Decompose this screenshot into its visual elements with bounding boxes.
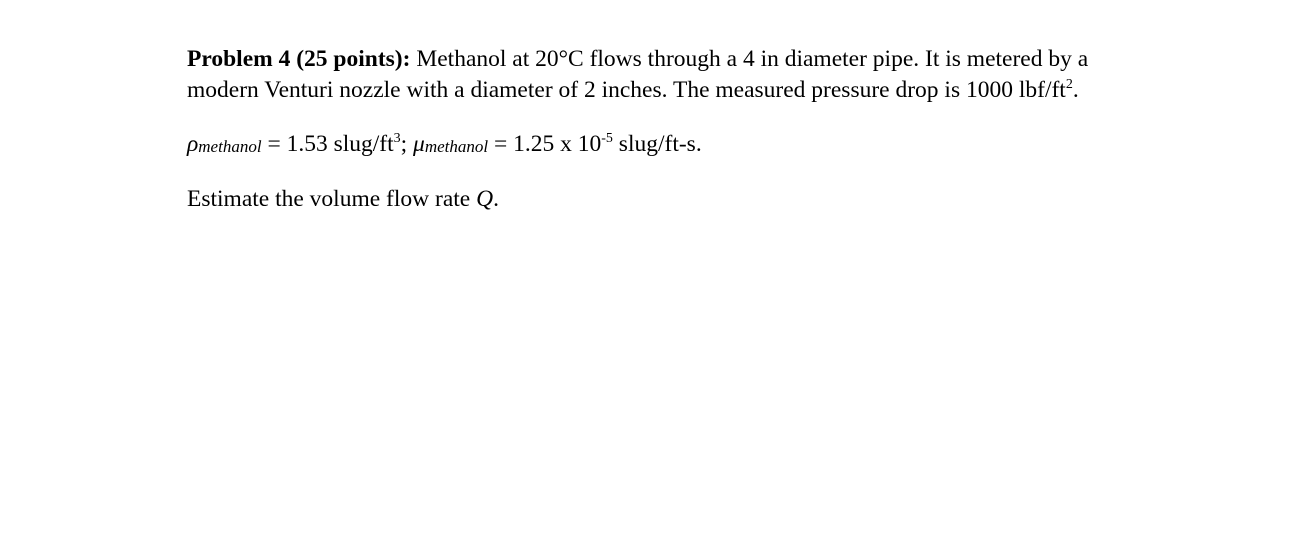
fluid-properties bbox=[187, 129, 1107, 161]
task-text: Estimate the volume flow rate bbox=[187, 186, 477, 212]
flow-rate-variable: Q bbox=[476, 186, 494, 212]
mu-units: slug/ft-s. bbox=[612, 131, 702, 157]
mu-value: = 1.25 x 10 bbox=[488, 131, 602, 157]
problem-statement-text: Methanol at 20°C flows through a 4 in diameter pipe. It is metered by a modern Venturi nozzle with a diameter of 2 inches. The measured pressure drop is 1000 lbf/ft bbox=[187, 46, 1089, 103]
properties-separator: ; bbox=[400, 131, 414, 157]
rho-value: = 1.53 slug/ft bbox=[261, 131, 394, 157]
mu-subscript: methanol bbox=[424, 137, 489, 156]
rho-subscript: methanol bbox=[198, 137, 262, 156]
pressure-units-exponent: 2 bbox=[1065, 77, 1073, 92]
rho-symbol: ρ bbox=[187, 131, 199, 157]
problem-content bbox=[187, 44, 1107, 215]
task-statement bbox=[187, 184, 1107, 215]
mu-exponent: -5 bbox=[601, 131, 613, 146]
mu-symbol: μ bbox=[413, 131, 425, 157]
task-end: . bbox=[493, 186, 499, 212]
problem-statement bbox=[187, 44, 1107, 106]
problem-heading: Problem 4 (25 points): bbox=[187, 46, 411, 72]
problem-statement-end: . bbox=[1072, 77, 1079, 103]
rho-units-exponent: 3 bbox=[393, 131, 401, 146]
